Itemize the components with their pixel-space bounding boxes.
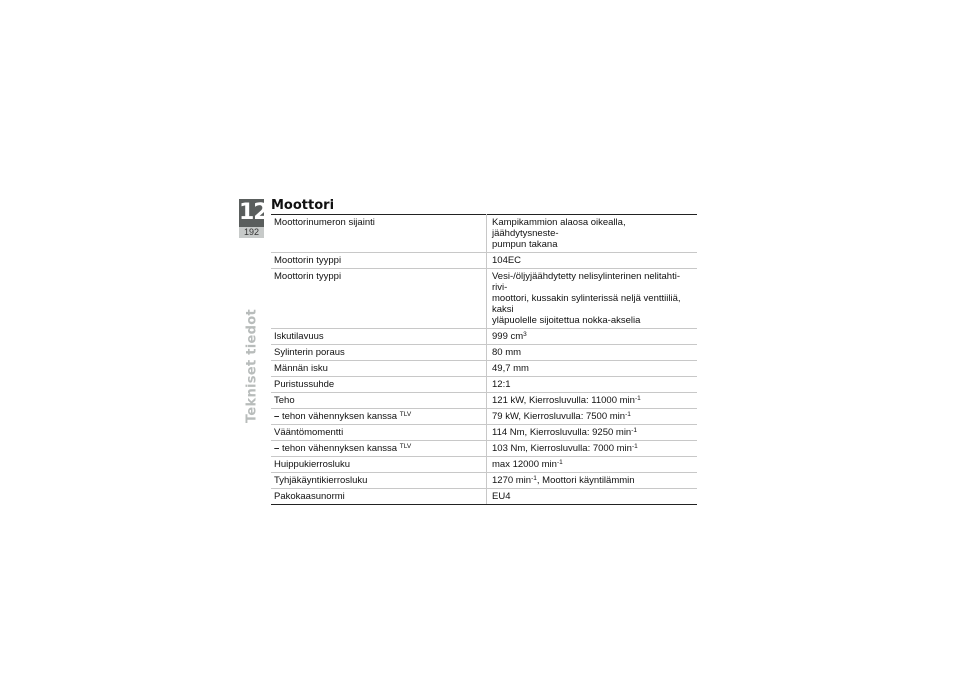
spec-value-tail: , Moottori käyntilämmin: [536, 475, 635, 486]
spec-label-text: Puristussuhde: [274, 379, 335, 390]
spec-label-text: Iskutilavuus: [274, 331, 324, 342]
table-row: [271, 441, 697, 457]
spec-label: [271, 361, 487, 377]
spec-label-text: Moottorin tyyppi: [274, 255, 342, 266]
spec-label-text: Huippukierrosluku: [274, 459, 351, 470]
spec-value-text: Vesi-/öljyjäähdytetty nelisylinterinen nelitahti-rivi-: [492, 271, 680, 293]
spec-value: [487, 489, 698, 505]
page-number: 192: [239, 227, 264, 238]
spec-value-superscript: -1: [634, 395, 641, 402]
spec-label: [271, 345, 487, 361]
spec-label-text: Tyhjäkäyntikierrosluku: [274, 475, 368, 486]
spec-value-text: 104EC: [492, 255, 522, 266]
spec-label: [271, 377, 487, 393]
table-row: [271, 377, 697, 393]
table-row: [271, 489, 697, 505]
spec-label: [271, 253, 487, 269]
spec-label-text: Sylinterin poraus: [274, 347, 345, 358]
spec-value: [487, 269, 698, 329]
spec-value-text: 80 mm: [492, 347, 522, 358]
sub-item-dash: –: [274, 443, 280, 454]
chapter-title: Tekniset tiedot: [244, 308, 260, 424]
spec-label-text: Pakokaasunormi: [274, 491, 345, 502]
spec-value-superscript: 3: [523, 331, 527, 338]
spec-value-text: 12:1: [492, 379, 511, 390]
table-row: [271, 425, 697, 441]
spec-label: [271, 269, 487, 329]
engine-spec-table: [271, 214, 697, 505]
sub-item-dash: –: [274, 411, 280, 422]
spec-label: [271, 329, 487, 345]
spec-value: [487, 409, 698, 425]
chapter-number: 12: [239, 200, 268, 225]
spec-value-superscript: -1: [631, 443, 638, 450]
spec-value: [487, 473, 698, 489]
spec-value: [487, 393, 698, 409]
spec-value: [487, 441, 698, 457]
spec-value-text: 999 cm: [492, 331, 524, 342]
spec-label-superscript: TLV: [399, 411, 412, 418]
table-row: [271, 361, 697, 377]
spec-label-text: Moottorin tyyppi: [274, 271, 342, 282]
spec-label: [271, 425, 487, 441]
spec-label-text: tehon vähennyksen kanssa: [281, 411, 398, 422]
spec-value-superscript: -1: [556, 459, 563, 466]
spec-label: [271, 489, 487, 505]
table-row: [271, 329, 697, 345]
spec-label-text: Vääntömomentti: [274, 427, 344, 438]
spec-value: [487, 253, 698, 269]
spec-value-text: 103 Nm, Kierrosluvulla: 7000 min: [492, 443, 632, 454]
spec-value-text-line2: moottori, kussakin sylinterissä neljä venttiiliä, kaksi: [492, 293, 681, 315]
table-row: [271, 345, 697, 361]
spec-value-text: EU4: [492, 491, 511, 502]
spec-label: [271, 409, 487, 425]
spec-label-text: Männän isku: [274, 363, 328, 374]
spec-label-text: Teho: [274, 395, 295, 406]
spec-label-text: Moottorinumeron sijainti: [274, 217, 375, 228]
spec-value: [487, 345, 698, 361]
spec-value-superscript: -1: [631, 427, 638, 434]
spec-label: [271, 473, 487, 489]
table-row: [271, 215, 697, 253]
spec-value: [487, 361, 698, 377]
spec-value-text: max 12000 min: [492, 459, 557, 470]
spec-value-text: 49,7 mm: [492, 363, 529, 374]
table-row: [271, 253, 697, 269]
spec-label: [271, 393, 487, 409]
table-row: [271, 473, 697, 489]
table-row: [271, 269, 697, 329]
spec-value: [487, 425, 698, 441]
spec-value: [487, 377, 698, 393]
spec-value-superscript: -1: [531, 475, 537, 482]
table-row: [271, 409, 697, 425]
spec-value-text-line2: pumpun takana: [492, 239, 558, 250]
spec-value: [487, 215, 698, 253]
spec-label: [271, 441, 487, 457]
spec-value-text-line3: yläpuolelle sijoitettua nokka-akselia: [492, 315, 641, 326]
spec-value-text: 1270 min: [492, 475, 532, 486]
spec-value-superscript: -1: [625, 411, 631, 418]
spec-value: [487, 329, 698, 345]
spec-value: [487, 457, 698, 473]
table-row: [271, 457, 697, 473]
table-row: [271, 393, 697, 409]
spec-label: [271, 215, 487, 253]
spec-value-text: 121 kW, Kierrosluvulla: 11000 min: [492, 395, 635, 406]
spec-label: [271, 457, 487, 473]
section-title: Moottori: [271, 198, 335, 213]
spec-value-text: Kampikammion alaosa oikealla, jäähdytysneste-: [492, 217, 626, 239]
spec-value-text: 79 kW, Kierrosluvulla: 7500 min: [492, 411, 626, 422]
spec-label-superscript: TLV: [399, 443, 412, 450]
spec-label-text: tehon vähennyksen kanssa: [281, 443, 398, 454]
spec-value-text: 114 Nm, Kierrosluvulla: 9250 min: [492, 427, 632, 438]
